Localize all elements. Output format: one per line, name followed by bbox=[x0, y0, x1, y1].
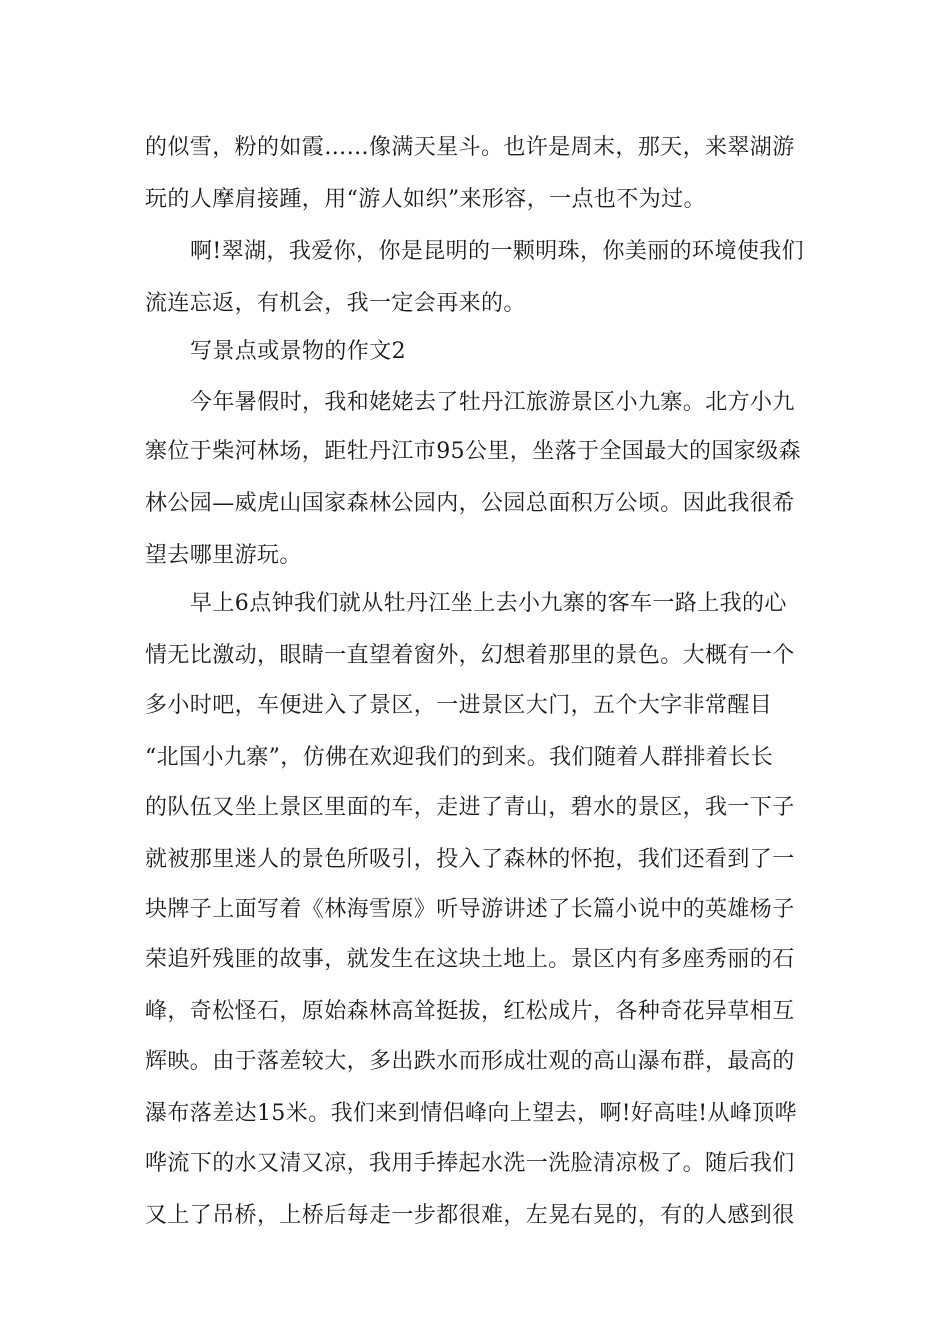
section-heading: 写景点或景物的作文2 bbox=[190, 339, 406, 364]
text-line: 玩的人摩肩接踵，用“游人如织”来形容，一点也不为过。 bbox=[145, 187, 706, 212]
text-line: 峰，奇松怪石，原始森林高耸挺拔，红松成片，各种奇花异草相互 bbox=[145, 999, 795, 1024]
text-line: 哗流下的水又清又凉，我用手捧起水洗一洗脸清凉极了。随后我们 bbox=[145, 1151, 795, 1176]
text-line: 荣追歼残匪的故事，就发生在这块土地上。景区内有多座秀丽的石 bbox=[145, 947, 795, 972]
paragraph-start-line: 啊!翠湖，我爱你，你是昆明的一颗明珠，你美丽的环境使我们 bbox=[190, 239, 805, 264]
text-line: 的队伍又坐上景区里面的车，走进了青山，碧水的景区，我一下子 bbox=[145, 795, 795, 820]
text-line: 辉映。由于落差较大，多出跌水而形成壮观的高山瀑布群，最高的 bbox=[145, 1049, 795, 1074]
text-line: 流连忘返，有机会，我一定会再来的。 bbox=[145, 291, 526, 316]
text-line: 望去哪里游玩。 bbox=[145, 543, 302, 568]
text-line: 林公园—威虎山国家森林公园内，公园总面积万公顷。因此我很希 bbox=[145, 491, 795, 516]
text-line: 情无比激动，眼睛一直望着窗外，幻想着那里的景色。大概有一个 bbox=[145, 643, 795, 668]
text-line: 就被那里迷人的景色所吸引，投入了森林的怀抱，我们还看到了一 bbox=[145, 847, 795, 872]
text-line: 的似雪，粉的如霞……像满天星斗。也许是周末，那天，来翠湖游 bbox=[145, 135, 795, 160]
text-line: “北国小九寨”，仿佛在欢迎我们的到来。我们随着人群排着长长 bbox=[145, 745, 774, 770]
paragraph-start-line: 早上6点钟我们就从牡丹江坐上去小九寨的客车一路上我的心 bbox=[190, 591, 787, 616]
text-line: 寨位于柴河林场，距牡丹江市95公里，坐落于全国最大的国家级森 bbox=[145, 439, 801, 464]
text-line: 又上了吊桥，上桥后每走一步都很难，左晃右晃的，有的人感到很 bbox=[145, 1203, 795, 1228]
text-line: 多小时吧，车便进入了景区，一进景区大门，五个大字非常醒目 bbox=[145, 693, 773, 718]
paragraph-start-line: 今年暑假时，我和姥姥去了牡丹江旅游景区小九寨。北方小九 bbox=[190, 390, 795, 415]
text-line: 瀑布落差达15米。我们来到情侣峰向上望去，啊!好高哇!从峰顶哗 bbox=[145, 1101, 798, 1126]
text-line: 块牌子上面写着《林海雪原》听导游讲述了长篇小说中的英雄杨子 bbox=[145, 897, 795, 922]
